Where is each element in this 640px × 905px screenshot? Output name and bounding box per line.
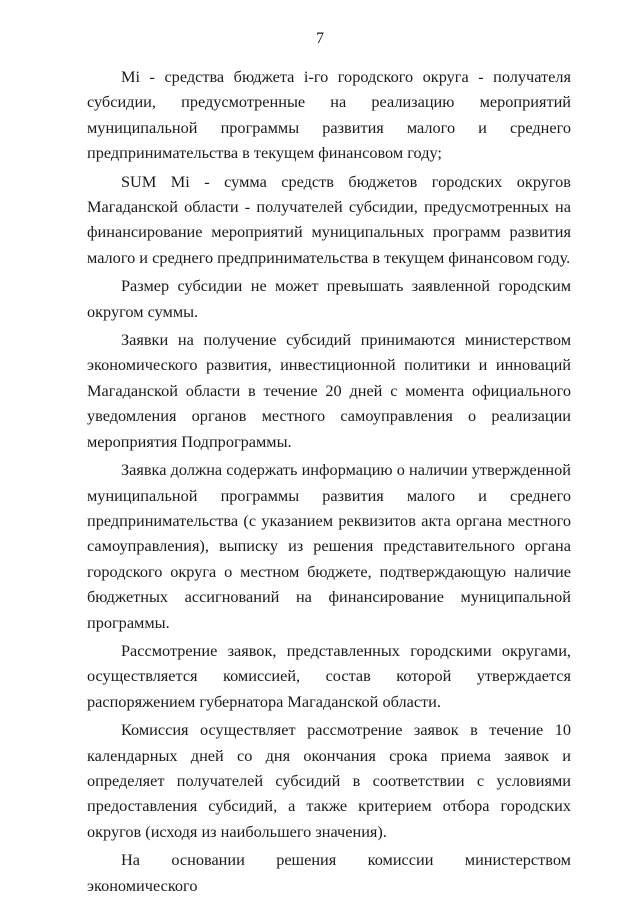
paragraph-commission-term: Комиссия осуществляет рассмотрение заявок в течение 10 календарных дней со дня окончания срока приема заявок и определяет получателей субсидий в соответствии с условиями предоставления субсидий, а также критерием отбора городских округов (исходя из наибольшего значения).	[87, 720, 571, 841]
paragraph-applications-acceptance: Заявки на получение субсидий принимаются министерством экономического развития, инвестиционной политики и инноваций Магаданской области в течение 20 дней с момента официального уведомления органов местного самоуправления о реализации мероприятия Подпрограммы.	[87, 330, 571, 451]
paragraph-application-contents: Заявка должна содержать информацию о наличии утвержденной муниципальной программы развития малого и среднего предпринимательства (с указанием реквизитов акта органа местного самоуправления), выписку из решения представительного органа городского округа о местном бюджете, подтверждающую наличие бюджетных ассигнований на финансирование муниципальной программы.	[87, 460, 571, 632]
paragraph-subsidy-limit: Размер субсидии не может превышать заявленной городским округом суммы.	[87, 276, 571, 321]
paragraph-commission-review: Рассмотрение заявок, представленных городскими округами, осуществляется комиссией, состав которой утверждается распоряжением губернатора Магаданской области.	[87, 640, 571, 711]
paragraph-sum-mi-definition: SUM Mi - сумма средств бюджетов городских округов Магаданской области - получателей субсидии, предусмотренных на финансирование мероприятий муниципальных программ развития малого и среднего предпринимательства в текущем финансовом году.	[87, 171, 571, 267]
page-number: 7	[316, 30, 324, 47]
paragraph-commission-decision: На основании решения комиссии министерством экономического	[87, 850, 571, 895]
paragraph-mi-definition: Mi - средства бюджета i-го городского округа - получателя субсидии, предусмотренные на реализацию мероприятий муниципальной программы развития малого и среднего предпринимательства в текущем финансовом году;	[87, 67, 571, 163]
document-body	[87, 64, 571, 901]
